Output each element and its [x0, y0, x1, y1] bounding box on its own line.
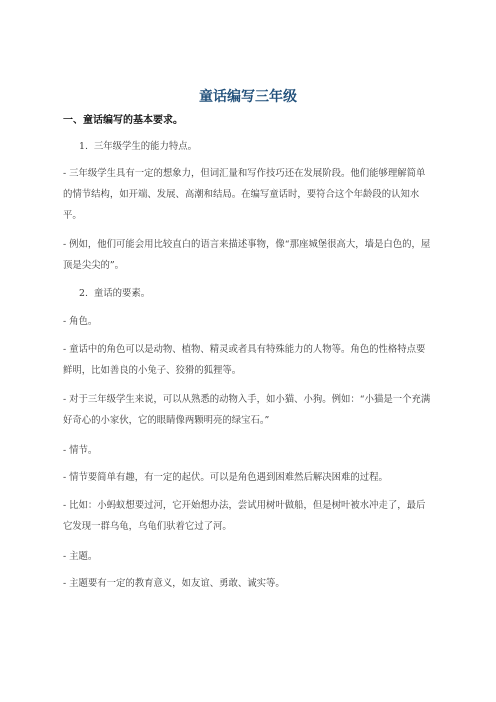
paragraph-1: 1. 三年级学生的能力特点。 [79, 141, 198, 152]
paragraph-12: - 主题要有一定的教育意义，如友谊、勇敢、诚实等。 [63, 578, 285, 589]
paragraph-11: - 主题。 [63, 551, 98, 562]
section-heading: 一、童话编写的基本要求。 [63, 115, 183, 126]
paragraph-6: - 童话中的角色可以是动物、植物、精灵或者具有特殊能力的人物等。角色的性格特点要鲜明，比如善良的小兔子、狡猾的狐狸等。 [63, 344, 426, 376]
paragraph-5: - 角色。 [63, 316, 98, 327]
paragraph-10: - 比如：小蚂蚁想要过河，它开始想办法，尝试用树叶做船，但是树叶被水冲走了，最后它发现一群乌龟，乌龟们驮着它过了河。 [63, 500, 426, 532]
paragraph-8: - 情节。 [63, 445, 98, 456]
paragraph-7: - 对于三年级学生来说，可以从熟悉的动物入手，如小猫、小狗。例如：“小猫是一个充满好奇心的小家伙，它的眼睛像两颗明亮的绿宝石。” [63, 394, 431, 426]
paragraph-3: - 例如，他们可能会用比较直白的语言来描述事物，像“那座城堡很高大，墙是白色的，屋顶是尖尖的”。 [63, 239, 431, 271]
paragraph-9: - 情节要简单有趣，有一定的起伏。可以是角色遇到困难然后解决困难的过程。 [63, 472, 388, 483]
paragraph-2: - 三年级学生具有一定的想象力，但词汇量和写作技巧还在发展阶段。他们能够理解简单的情节结构，如开端、发展、高潮和结局。在编写童话时，要符合这个年龄段的认知水平。 [63, 168, 426, 221]
document-title: 童话编写三年级 [199, 89, 297, 105]
paragraph-4: 2. 童话的要素。 [79, 288, 151, 299]
